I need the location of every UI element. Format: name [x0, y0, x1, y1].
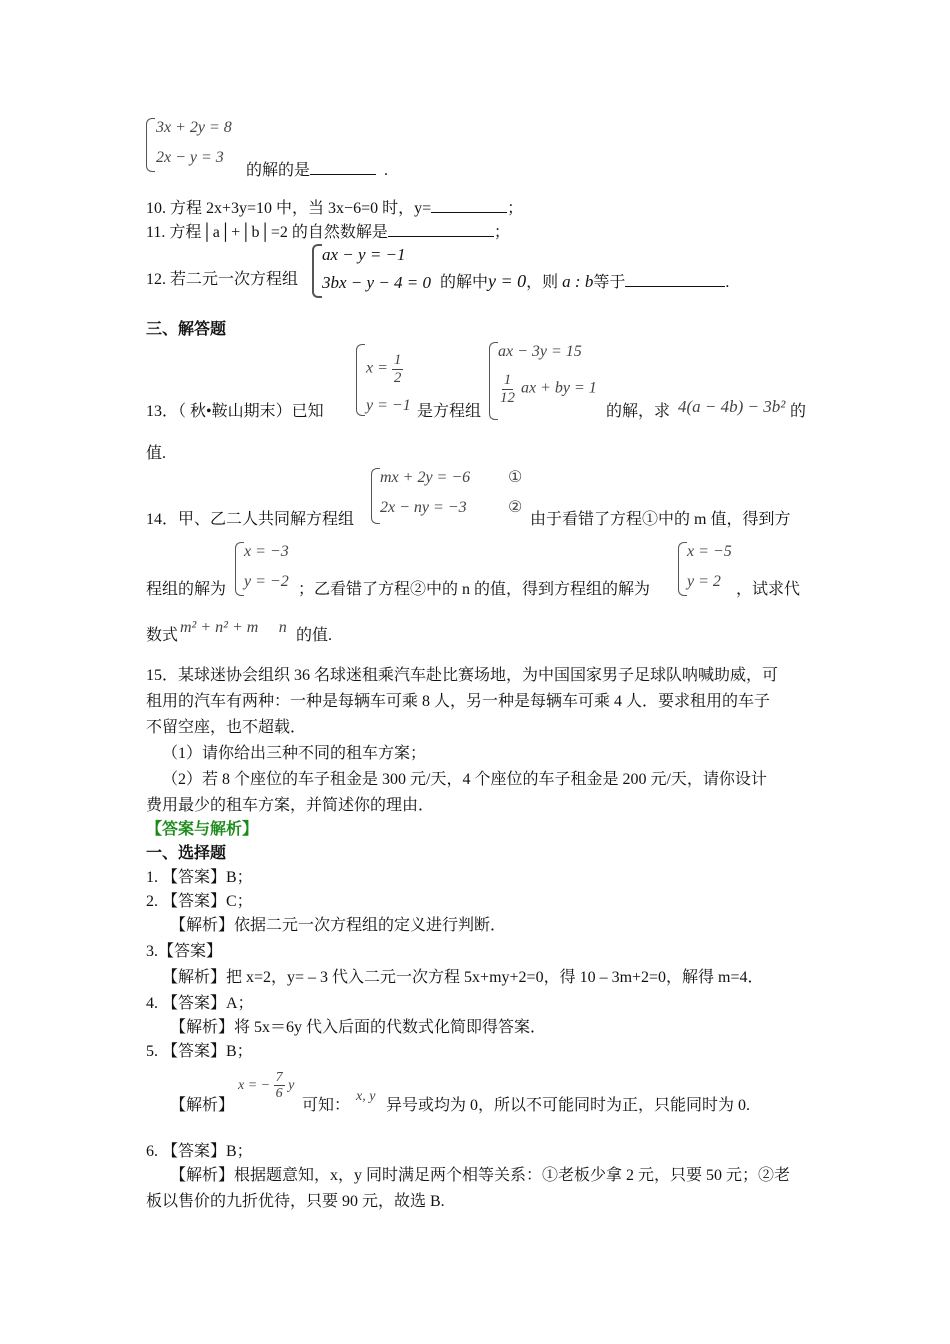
- q14-mark2: ②: [508, 499, 523, 516]
- answer-5-xy: x, y: [356, 1089, 376, 1104]
- q14-sol1-y: y = −2: [244, 573, 289, 590]
- answer-5-know: 可知：: [302, 1097, 351, 1114]
- q13-is: 是方程组: [417, 403, 482, 420]
- q14-line2-end: ，试求代: [736, 581, 801, 598]
- q13-value: 值.: [146, 445, 167, 462]
- q15-sub2b: 费用最少的租车方案，并简述你的理由．: [146, 797, 435, 814]
- section3-title: 三、解答题: [146, 321, 227, 338]
- answer-3: 3.【答案】: [146, 943, 223, 960]
- q14-sol1-x: x = −3: [244, 543, 289, 560]
- answer-2: 2. 【答案】C；: [146, 893, 253, 910]
- q15-line1: 15．某球迷协会组织 36 名球迷租乘汽车赴比赛场地，为中国国家男子足球队呐喊助威，可: [146, 667, 779, 684]
- q14-line1-end: 由于看错了方程①中的 m 值，得到方: [530, 511, 791, 528]
- q15-sub1: （1）请你给出三种不同的租车方案；: [162, 745, 427, 762]
- q13-expr: 4(a − 4b) − 3b²: [678, 397, 786, 416]
- q14-eq2: 2x − ny = −3: [380, 499, 467, 516]
- q12-rest: 的解中y = 0，则 a : b等于 .: [440, 271, 730, 291]
- answers-title: 【答案与解析】: [146, 821, 259, 838]
- q13-x: x = $\frac{1}{2}$: [366, 352, 402, 386]
- answer-2-explanation: 【解析】依据二元一次方程组的定义进行判断．: [170, 917, 507, 934]
- q13-of: 的: [790, 403, 807, 420]
- q12-eq1: ax − y = −1: [322, 245, 406, 264]
- q9-eq1: 3x + 2y = 8: [156, 119, 232, 136]
- q14-sol2-brace: [678, 542, 687, 596]
- q11: 11. 方程│a│+│b│=2 的自然数解是 ；: [146, 220, 510, 243]
- answer-6-explanation-2: 板以售价的九折优待，只要 90 元，故选 B.: [146, 1193, 445, 1210]
- q14-line3-pre: 数式: [146, 627, 179, 644]
- q9-eq2: 2x − y = 3: [156, 149, 224, 166]
- q13-prefix: 13．（ 秋•鞍山期末）已知: [146, 403, 324, 420]
- answer-1: 1. 【答案】B；: [146, 869, 253, 886]
- q14-line2-pre: 程组的解为: [146, 581, 227, 598]
- answer-6: 6. 【答案】B；: [146, 1143, 253, 1160]
- q9-text: 的解的是 .: [246, 158, 388, 181]
- q12-eq2: 3bx − y − 4 = 0: [322, 273, 432, 292]
- q14-line2-mid: ；乙看错了方程②中的 n 的值，得到方程组的解为: [298, 581, 651, 598]
- q14-sol2-y: y = 2: [687, 573, 721, 590]
- q14-mark1: ①: [508, 469, 523, 486]
- q12-brace: [312, 244, 322, 298]
- q13-sys-eq2: $\frac{1}{12}$ ax + by = 1: [500, 372, 597, 406]
- q13-brace-a: [356, 344, 365, 416]
- q14-expr: m² + n² + m ⃞ n: [180, 619, 287, 636]
- q10: 10. 方程 2x+3y=10 中，当 3x−6=0 时，y= ；: [146, 196, 523, 219]
- answer-5-formula: x = − $\frac{7}{6}$ y: [238, 1070, 295, 1102]
- answer-4-explanation: 【解析】将 5x＝6y 代入后面的代数式化简即得答案．: [170, 1019, 547, 1036]
- answer-5-explanation-pre: 【解析】: [170, 1097, 235, 1114]
- q15-line2: 租用的汽车有两种：一种是每辆车可乘 8 人，另一种是每辆车可乘 4 人．要求租用的车子: [146, 693, 771, 710]
- q15-line3: 不留空座，也不超载．: [146, 719, 307, 736]
- q14-prefix: 14．甲、乙二人共同解方程组: [146, 511, 355, 528]
- q14-line3-end: 的值.: [296, 627, 333, 644]
- q14-sol2-x: x = −5: [687, 543, 732, 560]
- answer-5-explanation-end: 异号或均为 0，所以不可能同时为正，只能同时为 0.: [386, 1097, 751, 1114]
- q13-solve: 的解，求: [606, 403, 671, 420]
- q13-sys-eq1: ax − 3y = 15: [498, 343, 582, 360]
- q14-brace: [371, 468, 380, 524]
- q13-brace-b: [489, 342, 498, 420]
- q9-brace: [146, 118, 155, 172]
- answer-5: 5. 【答案】B；: [146, 1043, 253, 1060]
- q13-y: y = −1: [366, 397, 411, 414]
- section1-title: 一、选择题: [146, 845, 227, 862]
- q12-prefix: 12. 若二元一次方程组: [146, 271, 299, 288]
- answer-3-explanation: 【解析】把 x=2，y= – 3 代入二元一次方程 5x+my+2=0，得 10 – 3m+2=0，解得 m=4．: [162, 969, 764, 986]
- answer-6-explanation-1: 【解析】根据题意知，x，y 同时满足两个相等关系：①老板少拿 2 元，只要 50 元；②老: [170, 1167, 791, 1184]
- q14-eq1: mx + 2y = −6: [380, 469, 471, 486]
- q15-sub2a: （2）若 8 个座位的车子租金是 300 元/天，4 个座位的车子租金是 200 元/天，请你设计: [162, 771, 767, 788]
- q14-sol1-brace: [235, 542, 244, 596]
- answer-4: 4. 【答案】A；: [146, 995, 254, 1012]
